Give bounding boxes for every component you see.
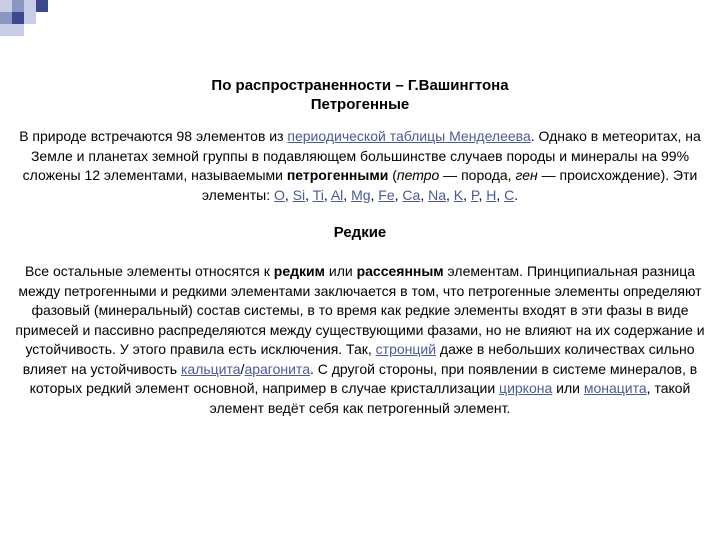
deco-square (36, 0, 48, 12)
deco-square (12, 24, 24, 36)
element-separator: , (323, 186, 331, 203)
deco-square (0, 12, 12, 24)
element-separator: , (478, 186, 487, 203)
term-petrogenic: петрогенными (286, 167, 389, 183)
corner-squares-decoration (0, 0, 60, 40)
link-element-si[interactable]: Si (292, 186, 306, 203)
text-run: — происхождение). Эти элементы: (201, 167, 698, 203)
term-rare: редким (273, 263, 325, 279)
link-zircon[interactable]: циркона (499, 380, 553, 396)
element-links-list (274, 187, 514, 203)
text-run: или (324, 263, 357, 279)
text-run: элементам. Принципиальная разница между петрогенными и редкими элементами заключается в том, что петрогенные элементы определяют фазовый (минеральный) состав системы, в то время как редкие элементы входят в эти фазы в виде примесей и пассивно распределяются между существующими фазами, но не влияют на их содержание и устойчивость. У этого правила есть исключения. Так, (15, 263, 705, 357)
link-element-h[interactable]: H (486, 186, 497, 203)
element-separator: , (496, 186, 505, 203)
link-element-ti[interactable]: Ti (312, 186, 324, 203)
text-run: даже в небольших количествах сильно влияет на устойчивость (22, 341, 695, 377)
text-run: . (514, 186, 519, 203)
deco-square (0, 24, 12, 36)
text-run: В природе встречаются 98 элементов из (19, 128, 288, 144)
element-separator: , (463, 186, 471, 203)
text-run: — порода, (439, 167, 516, 183)
element-separator: , (305, 186, 313, 203)
deco-square (24, 12, 36, 24)
element-separator: , (420, 186, 429, 203)
term-petro: петро (396, 167, 440, 183)
link-element-al[interactable]: Al (330, 186, 344, 203)
link-element-k[interactable]: K (453, 186, 464, 203)
deco-square (24, 0, 36, 12)
section-heading-rare: Редкие (333, 224, 387, 241)
slide-title: По распространенности – Г.Вашингтона (211, 77, 509, 94)
text-run: . С другой стороны, при появлении в системе минералов, в которых редкий элемент основной, например в случае кристаллизации (29, 360, 698, 396)
section-heading-petrogenic: Петрогенные (310, 96, 410, 113)
paragraph-rare (14, 262, 706, 418)
link-monazite[interactable]: монацита (583, 380, 647, 396)
deco-square (0, 0, 12, 12)
link-element-c[interactable]: C (504, 186, 515, 203)
link-calcite[interactable]: кальцита (180, 360, 241, 377)
element-separator: , (394, 186, 403, 203)
text-run: , такой элемент ведёт себя как петрогенный элемент. (209, 380, 691, 416)
link-periodic-table[interactable]: периодической таблицы Менделеева (287, 128, 531, 144)
element-separator: , (284, 186, 293, 203)
link-element-p[interactable]: P (470, 186, 479, 203)
link-element-mg[interactable]: Mg (351, 186, 371, 203)
term-scattered: рассеянным (356, 263, 444, 279)
element-separator: , (370, 186, 379, 203)
term-gen: ген (515, 167, 538, 183)
text-run: ( (388, 167, 397, 183)
deco-square (12, 0, 24, 12)
link-element-fe[interactable]: Fe (378, 186, 395, 203)
link-element-ca[interactable]: Ca (402, 186, 421, 203)
link-element-o[interactable]: O (274, 186, 285, 203)
text-run: или (552, 380, 584, 396)
paragraph-petrogenic (14, 127, 706, 205)
element-separator: , (343, 186, 352, 203)
text-run: / (240, 360, 245, 377)
text-run: Все остальные элементы относятся к (24, 263, 274, 279)
element-separator: , (446, 186, 454, 203)
link-aragonite[interactable]: арагонита (244, 360, 310, 377)
text-run: . Однако в метеоритах, на Земле и планетах земной группы в подавляющем большинстве случаев породы и минералы на 99% сложены 12 элементами, называемыми (22, 128, 701, 183)
slide-content (14, 76, 706, 418)
link-strontium[interactable]: стронций (375, 341, 437, 357)
link-element-na[interactable]: Na (428, 186, 447, 203)
deco-square (12, 12, 24, 24)
